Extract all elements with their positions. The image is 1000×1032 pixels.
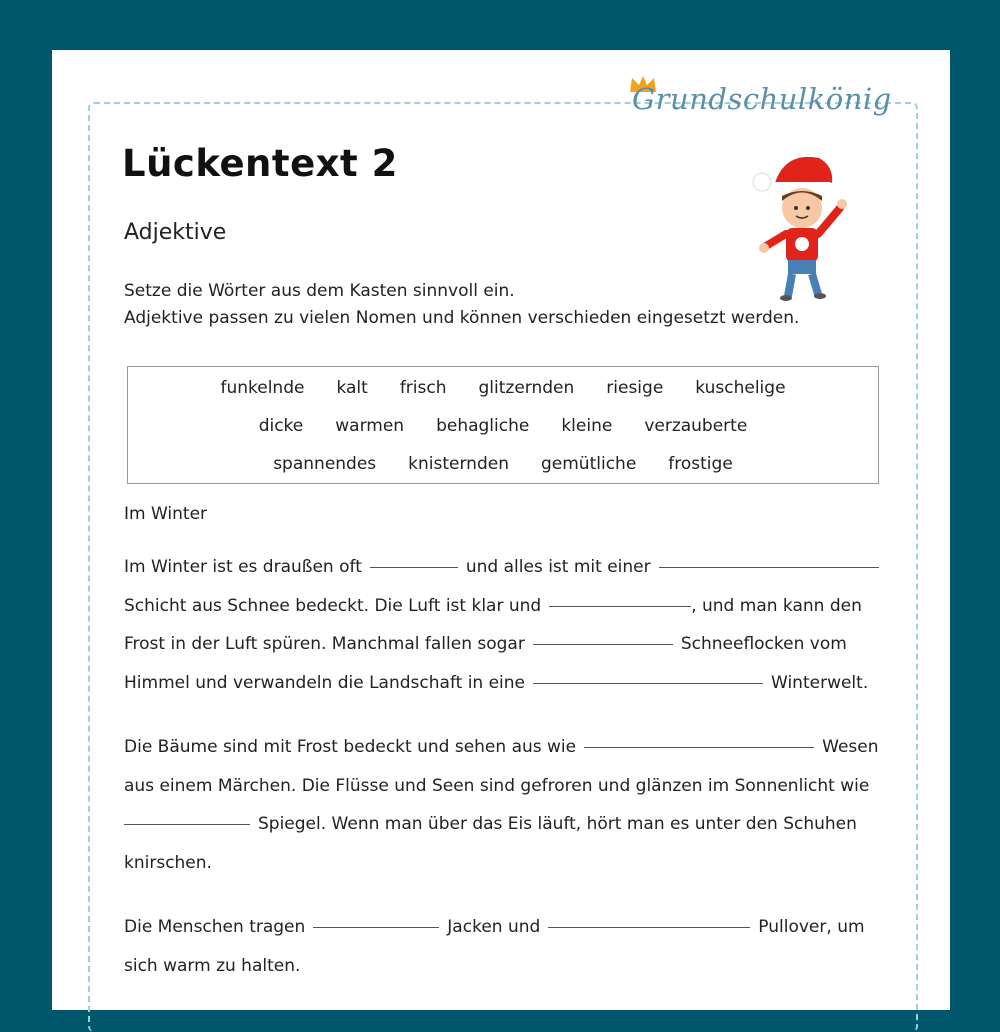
word-option: frisch (399, 378, 447, 398)
word-box (127, 366, 879, 484)
text-line (124, 947, 879, 986)
text-segment: Schicht aus Schnee bedeckt. Die Luft ist klar und (124, 595, 542, 616)
blank-field[interactable] (549, 605, 691, 607)
word-option: gemütliche (541, 454, 637, 474)
word-row (128, 407, 878, 445)
text-line (124, 908, 879, 947)
text-segment: sich warm zu halten. (124, 955, 301, 976)
word-option: behagliche (436, 416, 530, 436)
brand-logo: Grundschulkönig (632, 82, 892, 116)
word-option: riesige (606, 378, 664, 398)
word-option: knisternden (408, 454, 509, 474)
text-line (124, 548, 879, 587)
text-line (124, 664, 879, 703)
blank-field[interactable] (370, 566, 458, 568)
text-segment: Die Bäume sind mit Frost bedeckt und sehen aus wie (124, 737, 577, 757)
text-segment: Die Menschen tragen (124, 917, 306, 937)
text-segment: Frost in der Luft spüren. Manchmal fallen sogar (124, 634, 525, 655)
paragraph-2 (124, 728, 879, 883)
word-option: warmen (335, 416, 405, 436)
word-row (128, 445, 878, 483)
word-option: frostige (668, 454, 733, 474)
word-option: verzauberte (644, 416, 748, 436)
instruction-line: Setze die Wörter aus dem Kasten sinnvoll ein. (124, 281, 515, 301)
text-segment: Spiegel. Wenn man über das Eis läuft, hört man es unter den Schuhen (258, 814, 857, 835)
text-segment: Himmel und verwandeln die Landschaft in eine (124, 673, 526, 694)
blank-field[interactable] (124, 823, 250, 825)
text-line (124, 625, 879, 664)
paragraph-1 (124, 548, 879, 703)
word-option: kuschelige (695, 378, 786, 398)
blank-field[interactable] (659, 566, 879, 568)
text-segment: knirschen. (124, 853, 212, 874)
page-subtitle: Adjektive (124, 220, 227, 245)
text-segment: aus einem Märchen. Die Flüsse und Seen sind gefroren und glänzen im Sonnenlicht wie (124, 775, 870, 796)
page-title: Lückentext 2 (122, 142, 398, 185)
section-title: Im Winter (124, 504, 208, 524)
text-line (124, 728, 879, 767)
text-segment: , und man kann den (691, 595, 862, 616)
text-segment: Schneeflocken vom (680, 634, 847, 655)
text-line (124, 805, 879, 844)
text-segment: Im Winter ist es draußen oft (124, 557, 362, 577)
blank-field[interactable] (533, 643, 673, 645)
blank-field[interactable] (584, 746, 814, 748)
blank-field[interactable] (533, 682, 763, 684)
word-row (128, 369, 878, 407)
text-segment: Jacken und (447, 917, 541, 937)
word-option: spannendes (273, 454, 377, 474)
blank-field[interactable] (548, 926, 750, 928)
paragraph-3 (124, 908, 879, 985)
text-line (124, 587, 879, 626)
word-option: funkelnde (220, 378, 305, 398)
text-line (124, 767, 879, 806)
instruction-line: Adjektive passen zu vielen Nomen und können verschieden eingesetzt werden. (124, 308, 800, 328)
word-option: glitzernden (478, 378, 575, 398)
instructions (124, 278, 799, 332)
blank-field[interactable] (313, 926, 439, 928)
word-option: kleine (561, 416, 613, 436)
text-segment: und alles ist mit einer (465, 557, 651, 577)
text-segment: Wesen (822, 737, 879, 757)
word-option: kalt (336, 378, 368, 398)
worksheet (52, 50, 950, 1010)
text-segment: Pullover, um (758, 917, 865, 937)
word-option: dicke (258, 416, 304, 436)
text-line (124, 844, 879, 883)
text-segment: Winterwelt. (771, 673, 869, 694)
